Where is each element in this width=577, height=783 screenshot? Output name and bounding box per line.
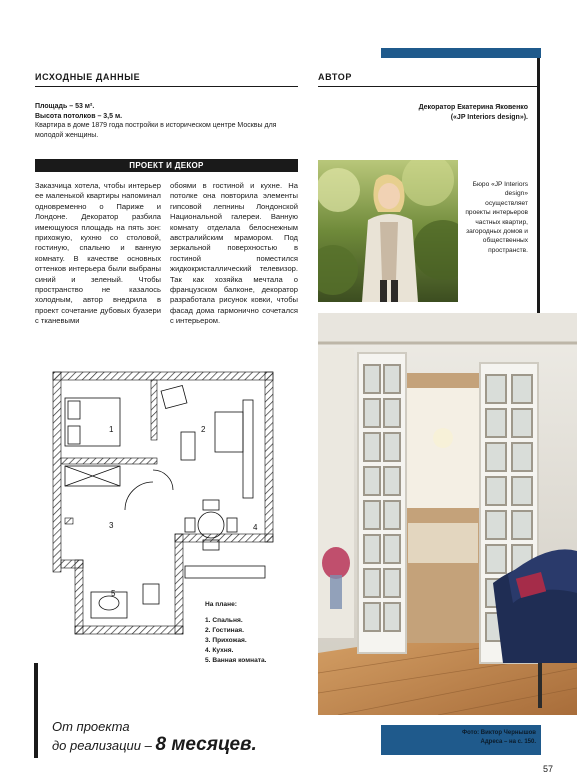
body-column-1: Заказчица хотела, чтобы интерьер ее маленькой квартиры напоминал одновременно о Париже и Лондоне. Декоратор разбила имеющуюся площадь на пять зон: прихожую, кухню со столовой, гостиную, спальню и ванную комнату. В качестве основных оттенков интерьера были выбраны синий и зеленый. Чтобы пространство не казалось холодным, автор внедрила в проект сочетание дубовых буазери с тканевыми	[35, 181, 161, 326]
plan-legend-item: 4. Кухня.	[205, 647, 234, 654]
author-name: Декоратор Екатерина Яковенко	[418, 104, 528, 111]
plan-legend-item: 5. Ванная комната.	[205, 657, 267, 664]
floor-plan	[35, 370, 275, 635]
plan-legend-title: На плане:	[205, 601, 237, 608]
quote-line-1: От проекта	[52, 719, 130, 734]
top-accent-bar	[381, 48, 541, 58]
body-column-2: обоями в гостиной и кухне. На потолке она повторила элементы гипсовой лепнины Лондонской Национальной галереи. Ванную комнату отделала белоснежным австралийским мрамором. Под зеркальной поверхностью в гостиной поместился жидкокристаллический телевизор. Так как хозяйка мечтала о французском балконе, декоратор разработала рисунок ковки, чтобы фасад дома гармонично сочетался с интерьером.	[170, 181, 298, 326]
quote-duration: 8 месяцев.	[155, 734, 257, 755]
spec-area: Площадь – 53 м².	[35, 103, 95, 110]
spec-ceiling: Высота потолков – 3,5 м.	[35, 112, 123, 120]
address-reference: Адреса – на с. 150.	[480, 739, 536, 745]
designer-portrait-photo	[318, 160, 458, 302]
plan-legend-item: 3. Прихожая.	[205, 637, 247, 644]
bureau-bio: Бюро «JP Interiors design» осуществляет проекты интерьеров частных квартир, загородных домов и общественных пространств.	[465, 181, 528, 254]
author-rule	[318, 86, 537, 87]
project-heading	[35, 159, 298, 172]
plan-room-1: 1	[109, 425, 114, 434]
source-data-rule	[35, 86, 298, 87]
quote-line-2: до реализации –	[52, 738, 152, 753]
plan-room-2: 2	[201, 425, 206, 434]
plan-room-3: 3	[109, 521, 114, 530]
page-number: 57	[543, 764, 554, 774]
pull-quote	[52, 718, 257, 755]
photo-credit-text: Фото: Виктор Чернышов	[461, 730, 536, 736]
spec-description: Квартира в доме 1879 года постройки в историческом центре Москвы для молодой женщины.	[35, 122, 277, 139]
plan-legend	[205, 600, 266, 666]
photo-credit	[381, 729, 536, 747]
plan-legend-item: 1. Спальня.	[205, 617, 243, 624]
plan-room-5: 5	[111, 589, 116, 598]
plan-room-4: 4	[253, 523, 258, 532]
specs-block	[35, 102, 305, 140]
interior-photo	[318, 313, 577, 715]
author-heading: АВТОР	[318, 72, 352, 82]
source-data-heading: ИСХОДНЫЕ ДАННЫЕ	[35, 72, 141, 82]
author-firm: («JP Interiors design»).	[450, 113, 528, 121]
author-block	[318, 103, 528, 122]
quote-bar	[34, 663, 38, 758]
project-heading-text: ПРОЕКТ И ДЕКОР	[125, 161, 207, 170]
author-side-rule	[537, 58, 540, 328]
plan-legend-item: 2. Гостиная.	[205, 627, 244, 634]
